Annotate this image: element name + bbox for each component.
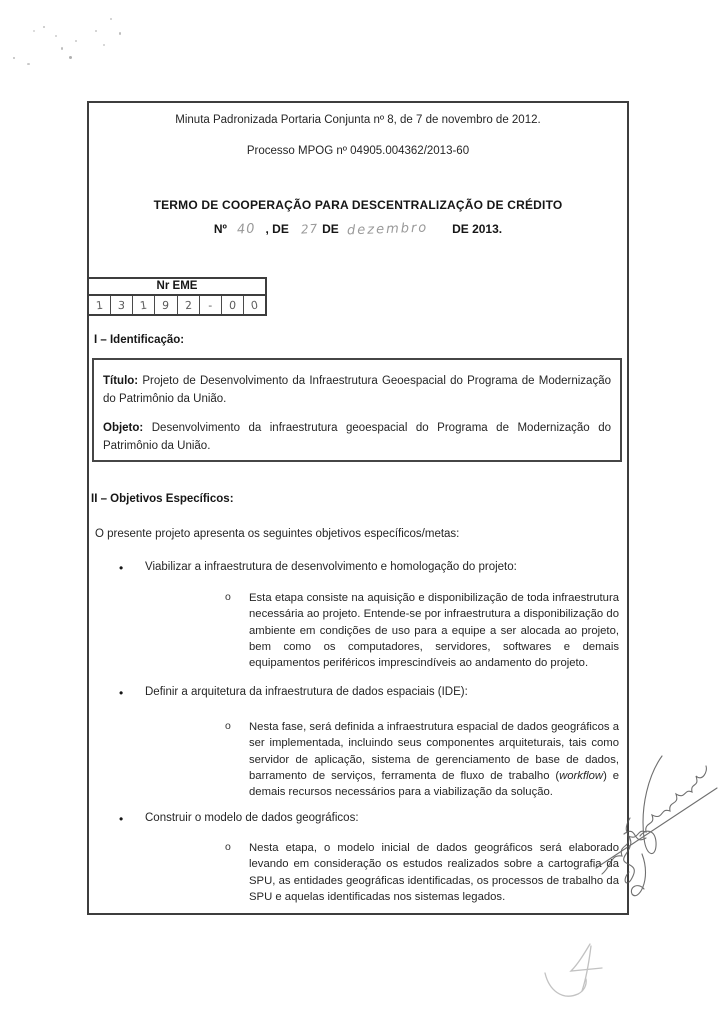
objeto-label: Objeto: xyxy=(103,422,144,434)
page-number-handwritten xyxy=(538,924,650,1019)
nr-eme-digit: 2 xyxy=(178,296,200,314)
handwritten-number: 40 xyxy=(236,221,256,238)
document-title: TERMO DE COOPERAÇÃO PARA DESCENTRALIZAÇÃO DE CRÉDITO xyxy=(153,198,563,212)
bullet-icon: • xyxy=(119,686,124,700)
nr-eme-digit: 0 xyxy=(249,297,260,313)
nr-eme-digit: - xyxy=(200,296,222,314)
nr-eme-digit: 1 xyxy=(89,296,111,314)
number-mid1: , DE xyxy=(265,222,289,236)
nr-eme-label: Nr EME xyxy=(89,279,265,296)
objeto-paragraph xyxy=(103,419,611,455)
bullet-item-1 xyxy=(119,561,619,575)
nr-eme-digit: 3 xyxy=(111,296,133,314)
nr-eme-digit: 0 xyxy=(222,296,244,314)
titulo-label: Título: xyxy=(103,375,139,387)
nr-eme-table xyxy=(87,277,267,316)
objetivos-intro: O presente projeto apresenta os seguintes objetivos específicos/metas: xyxy=(95,528,460,540)
sub-item-2 xyxy=(225,719,619,800)
number-mid2: DE xyxy=(322,222,339,236)
bullet-1-label: Viabilizar a infraestrutura de desenvolvimento e homologação do projeto: xyxy=(145,561,517,573)
handwritten-day: 27 xyxy=(300,221,319,237)
section2-heading: II – Objetivos Específicos: xyxy=(91,493,234,505)
bullet-item-2 xyxy=(119,686,619,700)
header-line2: Processo MPOG nº 04905.004362/2013-60 xyxy=(246,145,470,157)
nr-eme-cells xyxy=(89,296,265,314)
number-line xyxy=(89,222,627,237)
number-prefix: Nº xyxy=(213,222,227,236)
sub-1-text: Esta etapa consiste na aquisição e disponibilização de toda infraestrutura necessária ao projeto. Entende-se por infraestrutura a disponibilização do ambiente em condições de uso para a equipe a ser alocada ao projeto, bem como os computadores, servidores, softwares e demais equipamentos periféricos imprescindíveis ao andamento do projeto. xyxy=(249,592,619,670)
bullet-item-3 xyxy=(119,812,619,826)
circle-bullet-icon: o xyxy=(225,841,231,853)
header-line1: Minuta Padronizada Portaria Conjunta nº 8, de 7 de novembro de 2012. xyxy=(175,114,541,126)
titulo-paragraph xyxy=(103,372,611,408)
sub-item-1 xyxy=(225,590,619,671)
signature-scribble xyxy=(594,744,722,916)
sub-item-3 xyxy=(225,840,619,905)
section1-heading: I – Identificação: xyxy=(94,334,185,346)
nr-eme-digit: 1 xyxy=(133,296,155,314)
bullet-3-label: Construir o modelo de dados geográficos: xyxy=(145,812,359,824)
objeto-text: Desenvolvimento da infraestrutura geoespacial do Programa de Modernização do Patrimônio da União. xyxy=(103,422,611,452)
circle-bullet-icon: o xyxy=(225,720,231,732)
bullet-icon: • xyxy=(119,561,124,575)
nr-eme-digit: 9 xyxy=(155,296,177,314)
titulo-text: Projeto de Desenvolvimento da Infraestrutura Geoespacial do Programa de Modernização do Patrimônio da União. xyxy=(103,375,611,405)
handwritten-month: dezembro xyxy=(346,220,429,239)
document-frame xyxy=(87,101,629,915)
sub-2-text: Nesta fase, será definida a infraestrutura espacial de dados geográficos a ser implementada, incluindo seus componentes arquiteturais, tais como servidor de aplicação, sistema de gerenciamento de base de dados, barramento de serviços, ferramenta de fluxo de trabalho (workflow) e demais recursos necessários para a viabilização da solução. xyxy=(249,721,619,799)
bullet-icon: • xyxy=(119,812,124,826)
sub-3-text: Nesta etapa, o modelo inicial de dados geográficos será elaborado levando em consideração os estudos realizados sobre a cartografia da SPU, as entidades geográficas identificadas, os processos de trabalho da SPU e aquelas identificadas nos sistemas legados. xyxy=(249,842,619,903)
circle-bullet-icon: o xyxy=(225,591,231,603)
workflow-italic: workflow xyxy=(559,769,604,782)
number-suffix: DE 2013. xyxy=(452,222,503,236)
bullet-2-label: Definir a arquitetura da infraestrutura de dados espaciais (IDE): xyxy=(145,686,468,698)
identificacao-box xyxy=(92,358,622,462)
